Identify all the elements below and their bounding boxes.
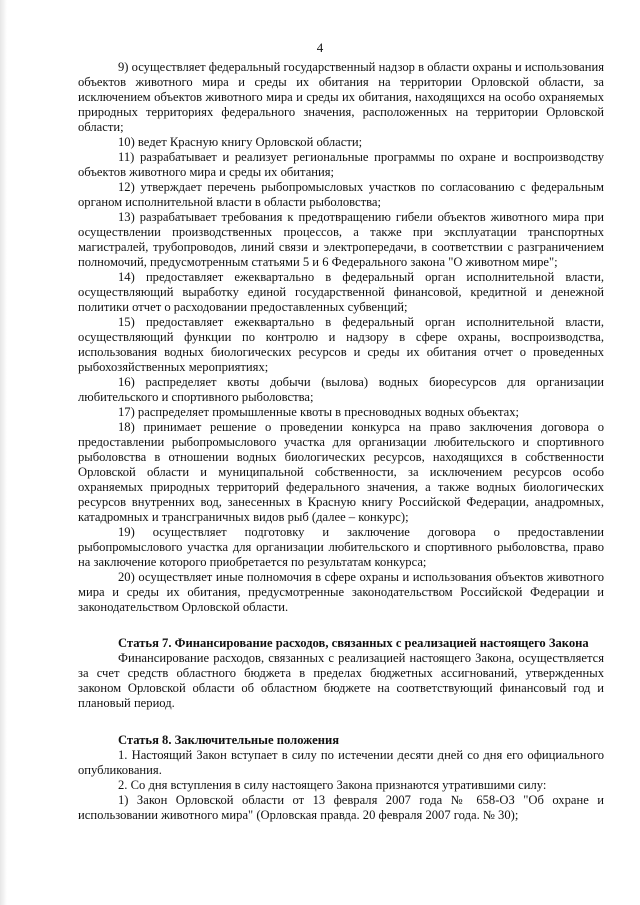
item-17: 17) распределяет промышленные квоты в пресноводных водных объектах; [118, 405, 520, 419]
article-8-paragraph-3: 1) Закон Орловской области от 13 февраля 2007 года № 658-ОЗ "Об охране и использовании животного мира" (Орловская правда. 20 февраля 2007 года. № 30); [78, 793, 604, 822]
item-15: 15) предоставляет ежеквартально в федеральный орган исполнительной власти, осуществляющий функции по контролю и надзору в сфере охраны, воспроизводства, использования водных биологических ресурсов и среды их обитания отчет о проведенных рыбохозяйственных мероприятиях; [78, 315, 604, 374]
item-18: 18) принимает решение о проведении конкурса на право заключения договора о предоставлении рыбопромыслового участка для организации любительского и спортивного рыболовства в отношении водных биологических ресурсов, находящихся в собственности Орловской области и муниципальной собственности, за исключением ресурсов особо охраняемых природных территорий федерального значения, а также водных биологических ресурсов внутренних вод, занесенных в Красную книгу Российской Федерации, анадромных, катадромных и трансграничных видов рыб (далее – конкурс); [78, 420, 604, 524]
item-11: 11) разрабатывает и реализует региональные программы по охране и воспроизводству объектов животного мира и среды их обитания; [78, 150, 604, 179]
document-body [78, 60, 604, 823]
scan-edge [0, 0, 7, 905]
article-8-paragraph-1: 1. Настоящий Закон вступает в силу по истечении десяти дней со дня его официального опубликования. [78, 748, 604, 777]
article-7-heading: Статья 7. Финансирование расходов, связанных с реализацией настоящего Закона [118, 636, 589, 650]
item-12: 12) утверждает перечень рыбопромысловых участков по согласованию с федеральным органом исполнительной власти в области рыболовства; [78, 180, 604, 209]
item-14: 14) предоставляет ежеквартально в федеральный орган исполнительной власти, осуществляющий выработку единой государственной финансовой, кредитной и денежной политики отчет о расходовании предоставленных субвенций; [78, 270, 604, 314]
item-20: 20) осуществляет иные полномочия в сфере охраны и использования объектов животного мира и среды их обитания, предусмотренные законодательством Российской Федерации и законодательством Орловской области. [78, 570, 604, 614]
item-19: 19) осуществляет подготовку и заключение договора о предоставлении рыбопромыслового участка для организации любительского и спортивного рыболовства, право на заключение которого приобретается по результатам конкурса; [78, 525, 604, 569]
article-7-text: Финансирование расходов, связанных с реализацией настоящего Закона, осуществляется за счет средств областного бюджета в пределах бюджетных ассигнований, утвержденных законом Орловской области об областном бюджете на соответствующий финансовый год и плановый период. [78, 651, 604, 710]
article-8-paragraph-2: 2. Со дня вступления в силу настоящего Закона признаются утратившими силу: [118, 778, 547, 792]
article-8-heading: Статья 8. Заключительные положения [118, 733, 340, 747]
item-9: 9) осуществляет федеральный государственный надзор в области охраны и использования объектов животного мира и среды их обитания на территории Орловской области, за исключением объектов животного мира и среды их обитания, находящихся на особо охраняемых природных территориях федерального значения, расположенных на территории Орловской области; [78, 60, 604, 134]
page-number: 4 [316, 40, 324, 55]
item-13: 13) разрабатывает требования к предотвращению гибели объектов животного мира при осуществлении производственных процессов, а также при эксплуатации транспортных магистралей, трубопроводов, линий связи и электропередачи, в соответствии с разграничением полномочий, предусмотренным статьями 5 и 6 Федерального закона "О животном мире"; [78, 210, 604, 269]
item-10: 10) ведет Красную книгу Орловской области; [118, 135, 363, 149]
item-16: 16) распределяет квоты добычи (вылова) водных биоресурсов для организации любительского и спортивного рыболовства; [78, 375, 604, 404]
